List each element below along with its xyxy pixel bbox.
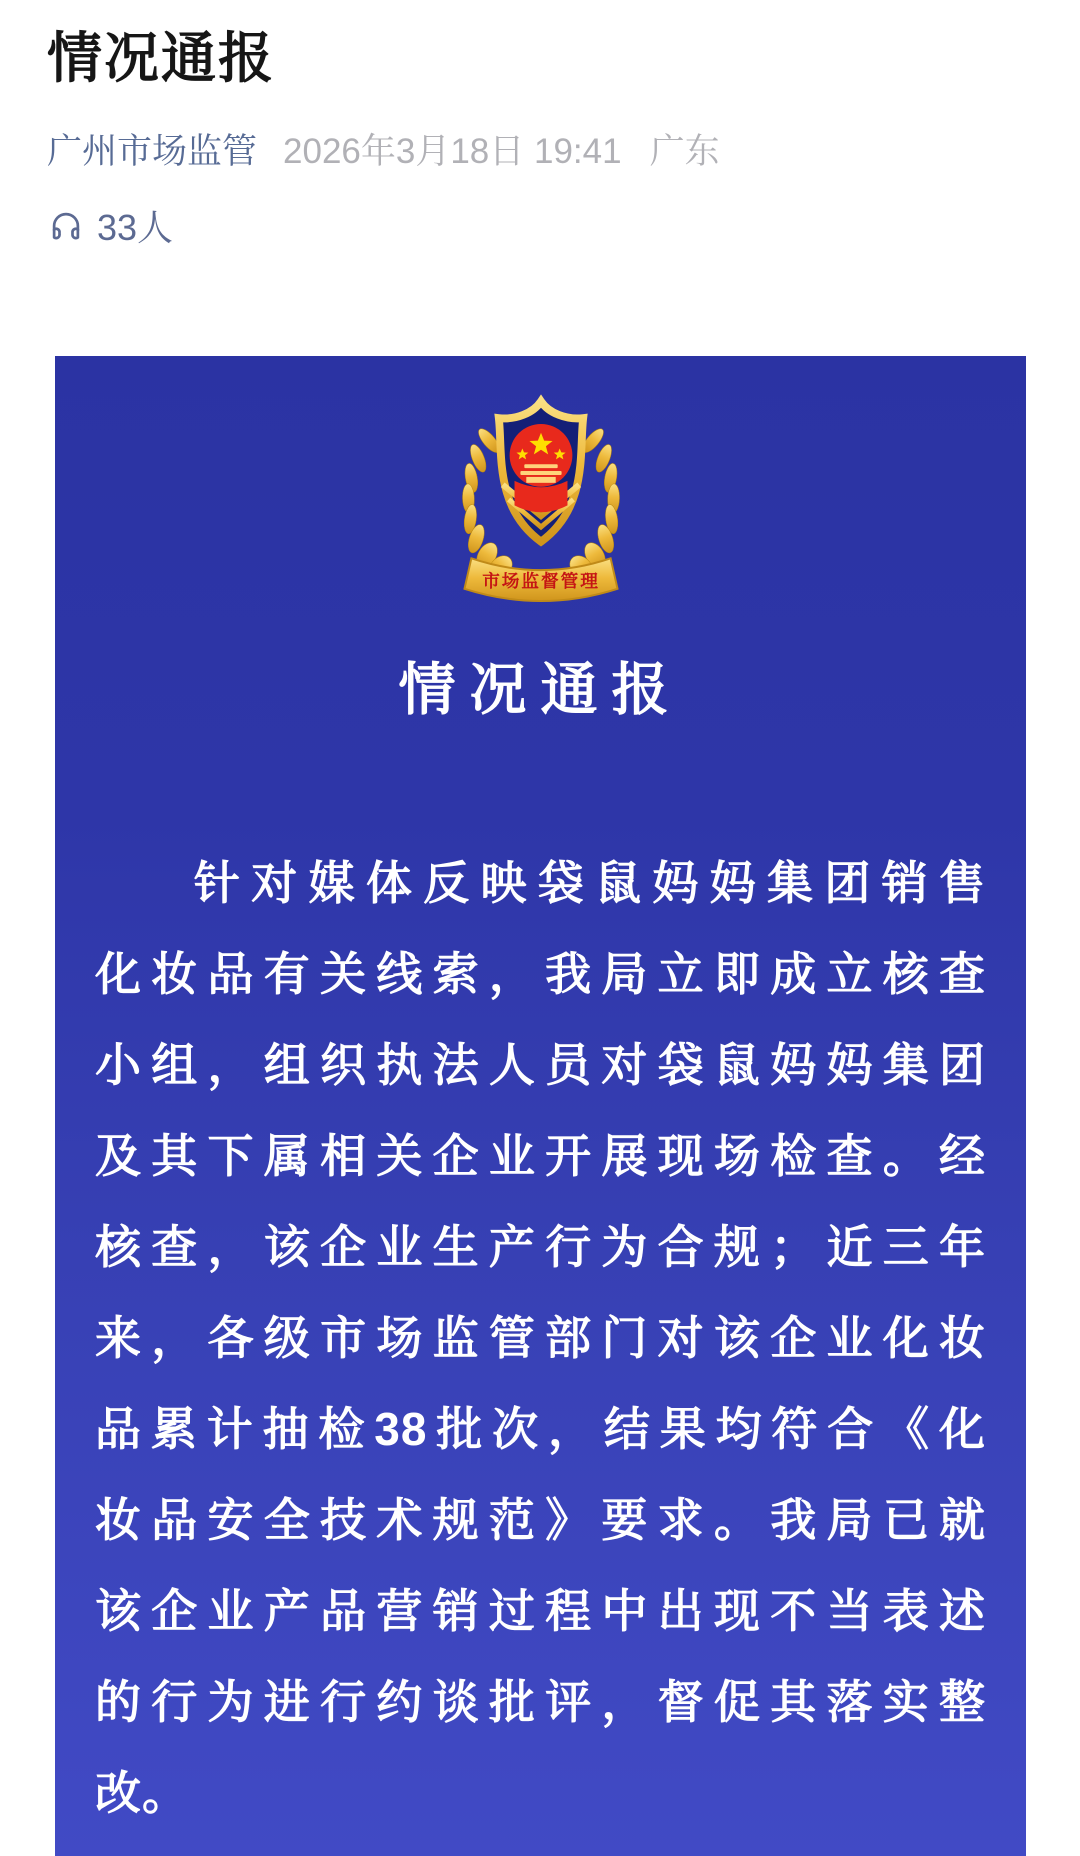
emblem-wrap [55,388,1026,612]
notice-body-line: 该企业产品营销过程中出现不当表述 [95,1585,986,1637]
notice-body-line: 的行为进行约谈批评，督促其落实整 [95,1676,986,1728]
byline [47,124,1033,174]
market-supervision-badge-icon [438,388,644,612]
publish-location: 广东 [649,132,720,171]
notice-body-line: 化妆品有关线索，我局立即成立核查 [95,948,986,1000]
notice-card-title: 情况通报 [398,658,683,722]
headphones-icon [47,207,85,245]
article-header [0,0,1080,251]
listen-count-row[interactable] [47,200,1033,251]
notice-body-line: 来，各级市场监管部门对该企业化妆 [95,1312,986,1364]
account-name-link[interactable]: 广州市场监管 [47,132,258,171]
notice-body-line: 核查，该企业生产行为合规；近三年 [95,1221,986,1273]
notice-body-line: 品累计抽检38批次，结果均符合《化 [95,1403,986,1455]
notice-body-line: 针对媒体反映袋鼠妈妈集团销售 [193,857,986,909]
gate-silhouette [520,464,561,483]
notice-card-image [55,356,1026,1856]
notice-body [55,838,1026,1839]
page-title: 情况通报 [47,27,276,89]
notice-body-line: 妆品安全技术规范》要求。我局已就 [95,1494,986,1546]
listen-count: 33人 [97,207,174,248]
banner-text: 市场监督管理 [481,570,600,591]
notice-body-line: 及其下属相关企业开展现场检查。经 [95,1130,986,1182]
publish-date: 2026年3月18日 19:41 [283,132,622,171]
notice-body-line: 改。 [95,1767,189,1819]
notice-body-line: 小组，组织执法人员对袋鼠妈妈集团 [95,1039,986,1091]
